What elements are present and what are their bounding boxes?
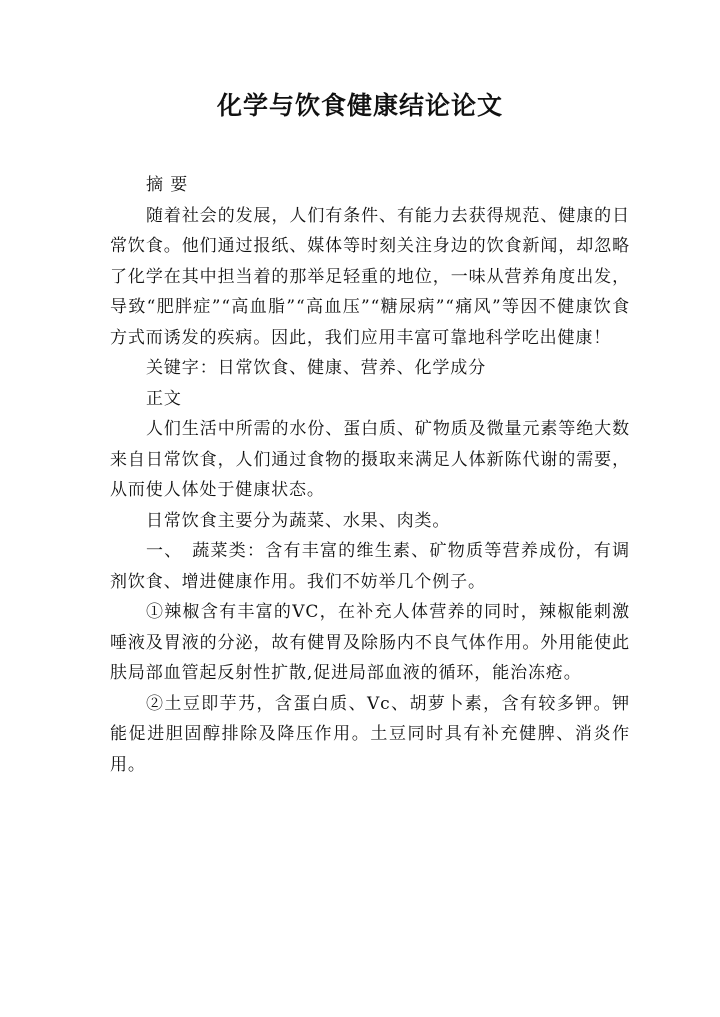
document-title: 化学与饮食健康结论论文 [216, 91, 503, 120]
food-categories-paragraph: 日常饮食主要分为蔬菜、水果、肉类。 [146, 510, 451, 531]
main-text-heading: 正文 [146, 388, 182, 409]
chili-pepper-paragraph: ①辣椒含有丰富的VC，在补充人体营养的同时，辣椒能刺激唾液及胃液的分泌，故有健胃及除肠内不良气体作用。外用能使此肤局部血管起反射性扩散,促进局部血液的循环，能治冻疮。 [110, 602, 630, 683]
keywords-paragraph: 关键字：日常饮食、健康、营养、化学成分 [146, 358, 487, 378]
document-body [110, 170, 630, 780]
intro-paragraph: 人们生活中所需的水份、蛋白质、矿物质及微量元素等绝大数来自日常饮食，人们通过食物的摄取来满足人体新陈代谢的需要，从而使人体处于健康状态。 [110, 419, 630, 500]
vegetables-section-paragraph: 一、 蔬菜类：含有丰富的维生素、矿物质等营养成份，有调剂饮食、增进健康作用。我们不妨举几个例子。 [110, 541, 630, 592]
abstract-paragraph: 随着社会的发展，人们有条件、有能力去获得规范、健康的日常饮食。他们通过报纸、媒体等时刻关注身边的饮食新闻，却忽略了化学在其中担当着的那举足轻重的地位，一味从营养角度出发，导致“肥胖症”“高血脂”“高血压”“糖尿病”“痛风”等因不健康饮食方式而诱发的疾病。因此，我们应用丰富可靠地科学吃出健康！ [110, 205, 630, 348]
potato-paragraph: ②土豆即芋艿，含蛋白质、Vc、胡萝卜素，含有较多钾。钾能促进胆固醇排除及降压作用。土豆同时具有补充健脾、消炎作用。 [110, 693, 630, 775]
abstract-heading: 摘 要 [146, 175, 189, 195]
